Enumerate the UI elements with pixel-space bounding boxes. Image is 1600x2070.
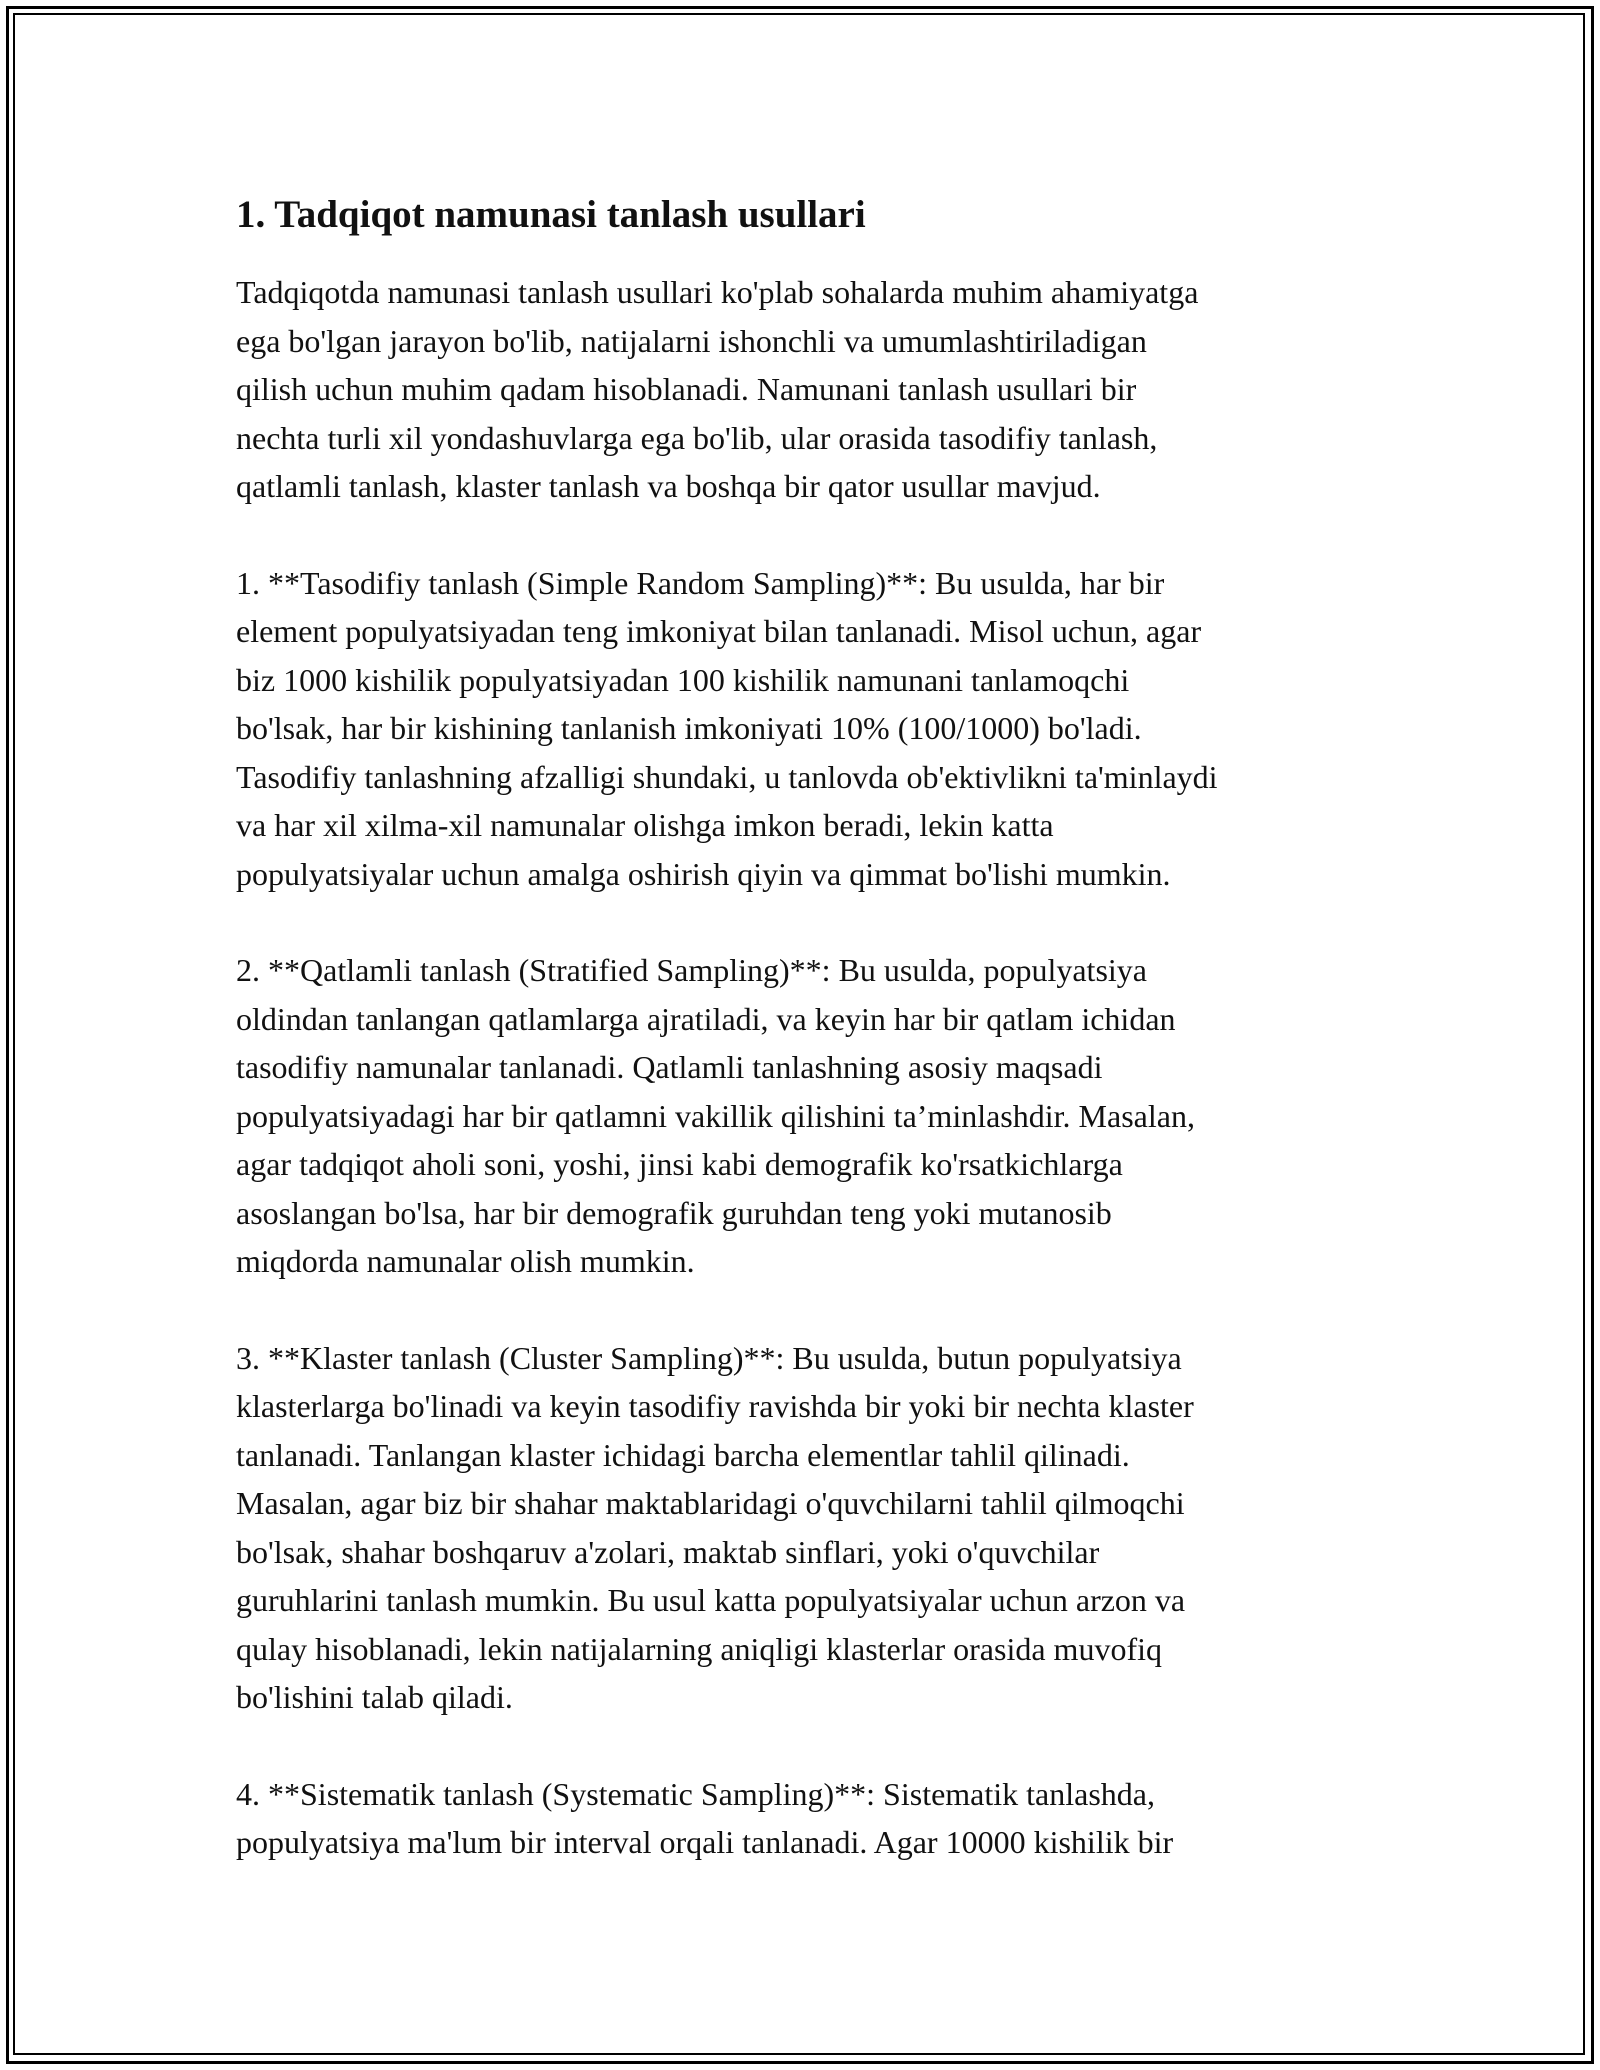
document-body [236,186,1366,1915]
systematic-sampling-paragraph: 4. **Sistematik tanlash (Systematic Sampling)**: Sistematik tanlashda, populyatsiya ma'lum bir interval orqali tanlanadi. Agar 10000 kishilik bir [236,1775,1174,1860]
stratified-sampling-paragraph: 2. **Qatlamli tanlash (Stratified Sampling)**: Bu usulda, populyatsiya oldindan tanlangan qatlamlarga ajratiladi, va keyin har bir qatlam ichidan tasodifiy namunalar tanlanadi. Qatlamli tanlashning asosiy maqsadi populyatsiyadagi har bir qatlamni vakillik qilishini ta’minlashdir. Masalan, agar tadqiqot aholi soni, yoshi, jinsi kabi demografik ko'rsatkichlarga asoslangan bo'lsa, har bir demografik guruhdan teng yoki mutanosib miqdorda namunalar olish mumkin. [236,952,1195,1279]
section-heading: 1. Tadqiqot namunasi tanlash usullari [236,193,866,236]
intro-paragraph: Tadqiqotda namunasi tanlash usullari ko'plab sohalarda muhim ahamiyatga ega bo'lgan jarayon bo'lib, natijalarni ishonchli va umumlashtiriladigan qilish uchun muhim qadam hisoblanadi. Namunani tanlash usullari bir nechta turli xil yondashuvlarga ega bo'lib, ular orasida tasodifiy tanlash, qatlamli tanlash, klaster tanlash va boshqa bir qator usullar mavjud. [236,274,1199,504]
random-sampling-paragraph: 1. **Tasodifiy tanlash (Simple Random Sampling)**: Bu usulda, har bir element populyatsiyadan teng imkoniyat bilan tanlanadi. Misol uchun, agar biz 1000 kishilik populyatsiyadan 100 kishilik namunani tanlamoqchi bo'lsak, har bir kishining tanlanish imkoniyati 10% (100/1000) bo'ladi. Tasodifiy tanlashning afzalligi shundaki, u tanlovda ob'ektivlikni ta'minlaydi va har xil xilma-xil namunalar olishga imkon beradi, lekin katta populyatsiyalar uchun amalga oshirish qiyin va qimmat bo'lishi mumkin. [236,564,1218,892]
cluster-sampling-paragraph: 3. **Klaster tanlash (Cluster Sampling)**: Bu usulda, butun populyatsiya klasterlarga bo'linadi va keyin tasodifiy ravishda bir yoki bir nechta klaster tanlanadi. Tanlangan klaster ichidagi barcha elementlar tahlil qilinadi. Masalan, agar biz bir shahar maktablaridagi o'quvchilarni tahlil qilmoqchi bo'lsak, shahar boshqaruv a'zolari, maktab sinflari, yoki o'quvchilar guruhlarini tanlash mumkin. Bu usul katta populyatsiyalar uchun arzon va qulay hisoblanadi, lekin natijalarning aniqligi klasterlar orasida muvofiq bo'lishini talab qiladi. [236,1339,1194,1715]
